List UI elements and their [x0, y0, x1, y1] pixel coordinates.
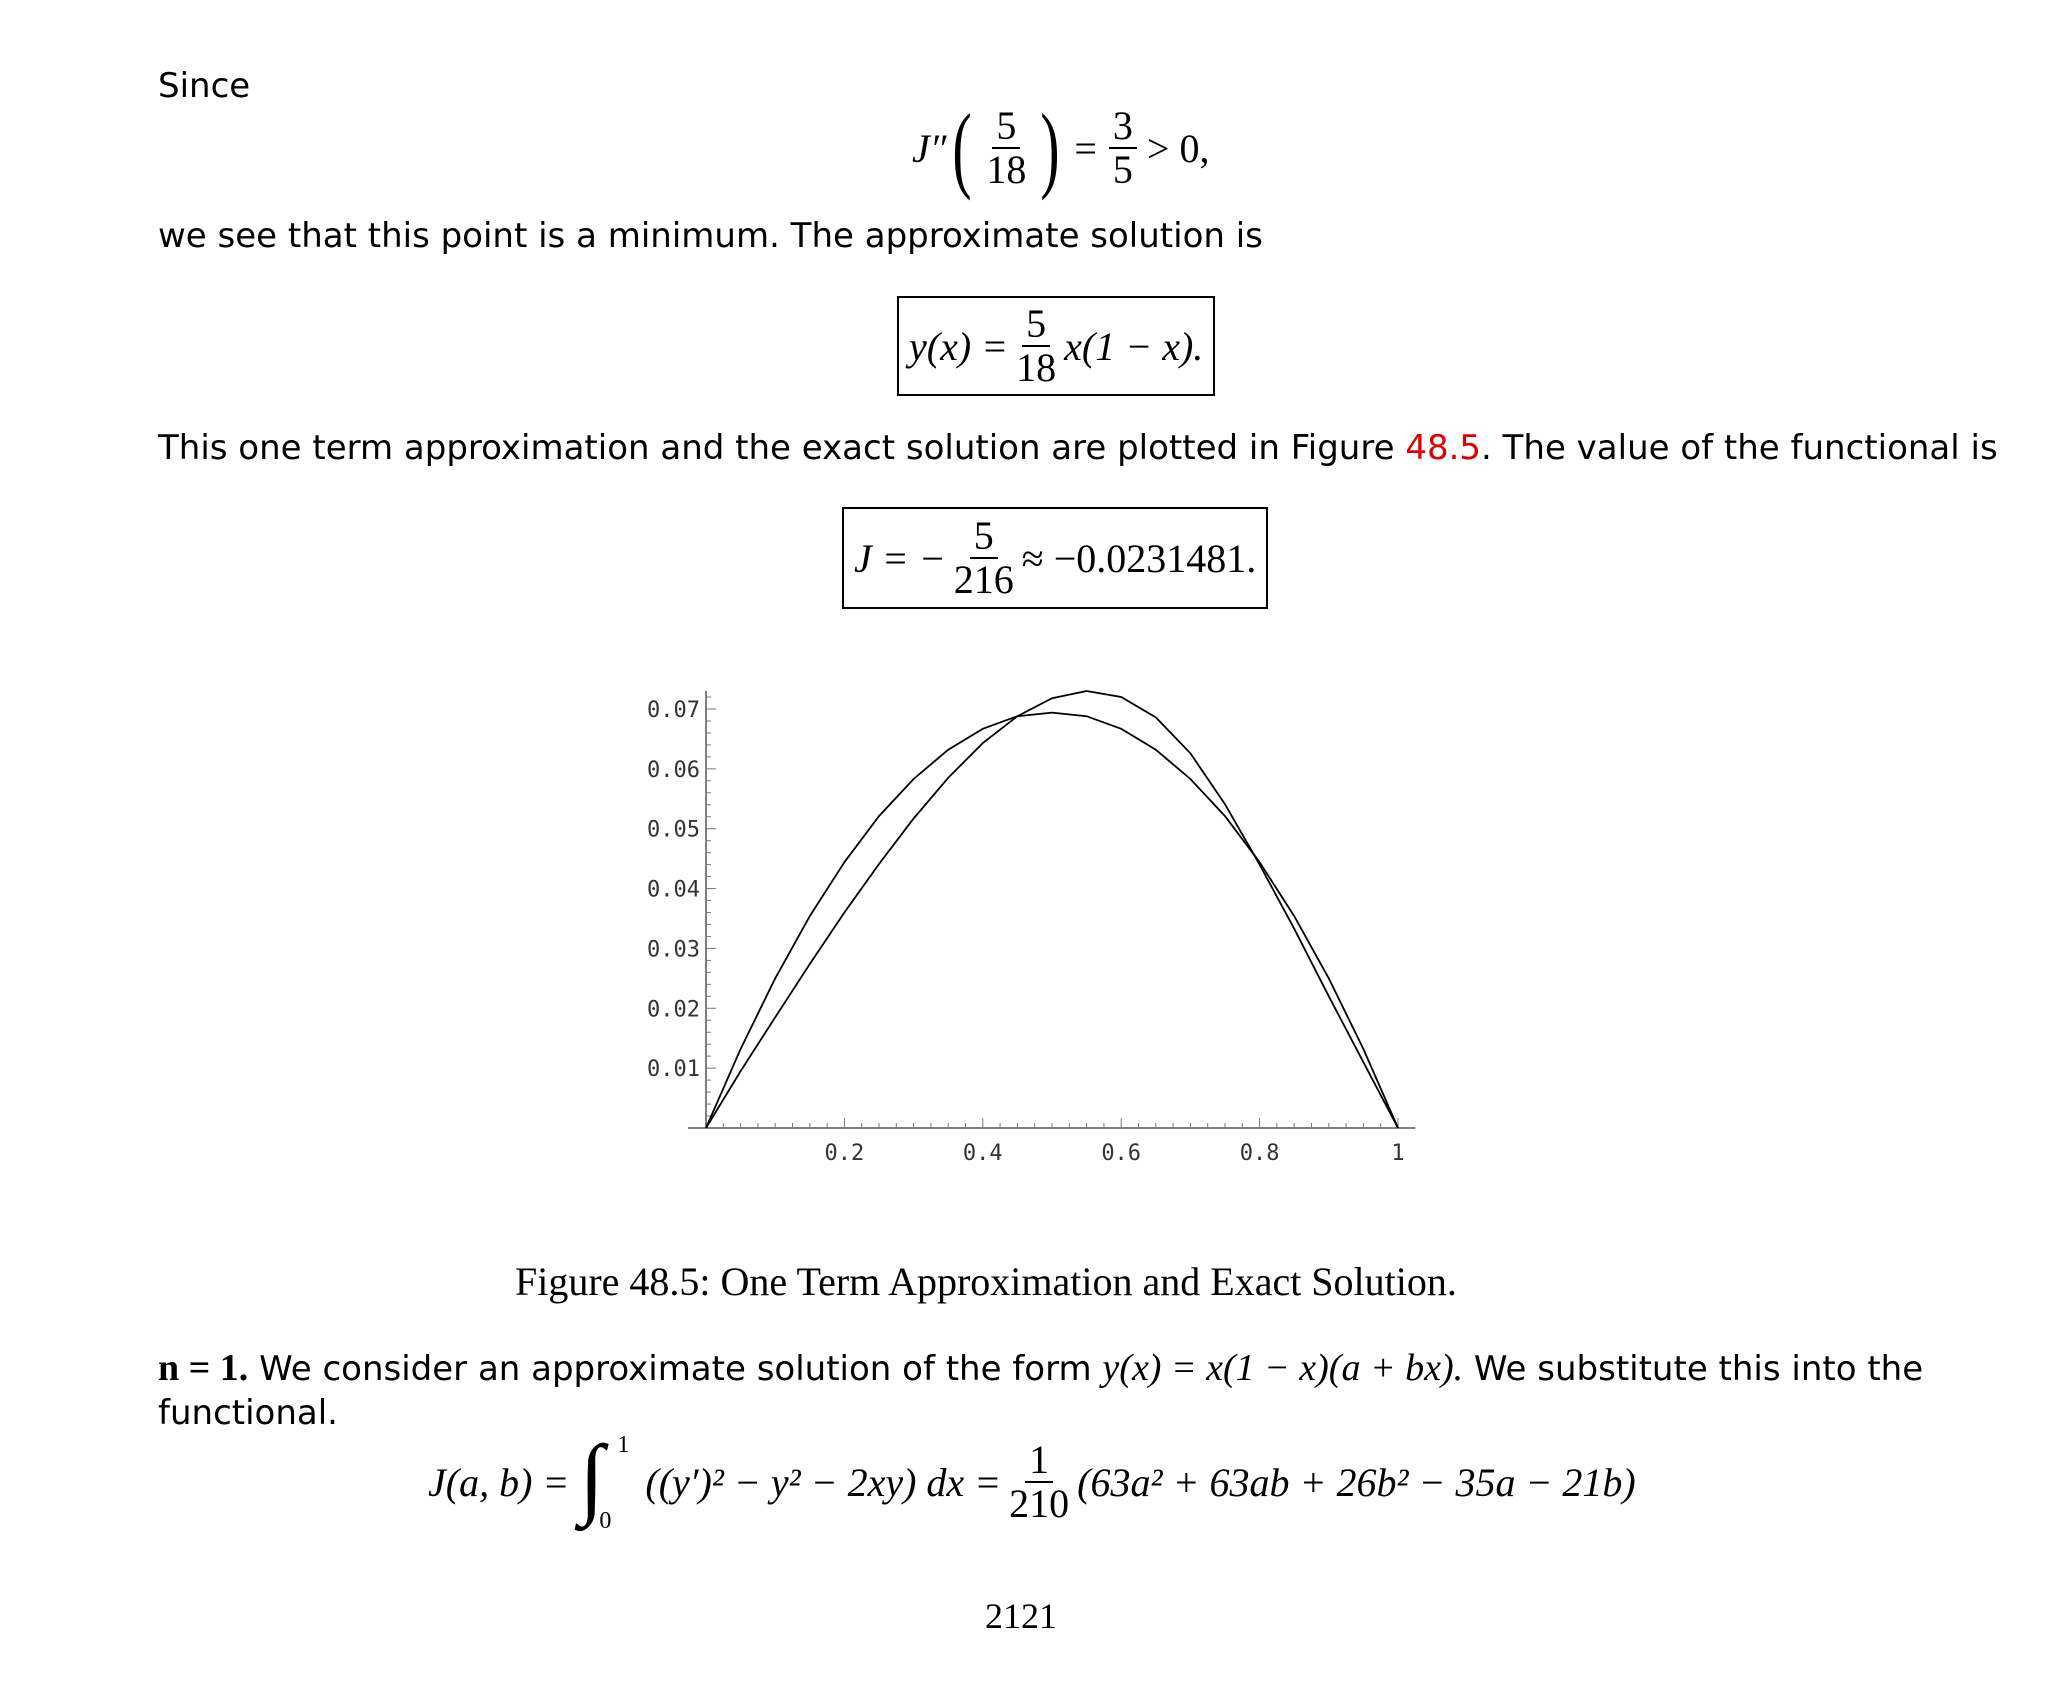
series-line-2	[706, 691, 1398, 1128]
series-line-1	[706, 713, 1398, 1128]
eq1-equals: =	[1074, 125, 1097, 171]
functional-integral-equation	[428, 1428, 1636, 1534]
left-paren: (	[952, 94, 972, 201]
eq3-lhs: J = −	[854, 535, 946, 581]
since-text: Since	[158, 66, 251, 106]
x-tick-label: 0.6	[1101, 1141, 1142, 1166]
eq4-fraction	[1005, 1439, 1073, 1525]
eq3-tail: ≈ −0.0231481.	[1021, 535, 1257, 581]
eq1-arg-den: 18	[986, 147, 1027, 192]
n1-label: n = 1.	[158, 1347, 249, 1389]
minimum-sentence: we see that this point is a minimum. The approximate solution is	[158, 216, 1263, 256]
x-tick-label: 0.8	[1239, 1141, 1280, 1166]
plotted-before: This one term approximation and the exact solution are plotted in Figure	[158, 428, 1406, 468]
n1-form: y(x) = x(1 − x)(a + bx).	[1102, 1347, 1464, 1389]
integral-lower: 0	[599, 1508, 612, 1534]
eq4-den: 210	[1009, 1481, 1070, 1526]
eq1-rhs-den: 5	[1112, 147, 1133, 192]
eq1-lhs: J″	[912, 125, 947, 171]
x-tick-label: 0.4	[962, 1141, 1003, 1166]
eq2-num: 5	[1022, 303, 1050, 347]
eq4-integrand: ((y′)² − y² − 2xy) dx =	[645, 1459, 1002, 1505]
eq3-den: 216	[953, 557, 1014, 602]
eq1-tail: > 0,	[1146, 125, 1210, 171]
eq1-arg-num: 5	[992, 105, 1020, 149]
y-tick-label: 0.07	[647, 698, 700, 723]
y-tick-label: 0.06	[647, 757, 700, 783]
plotted-after: . The value of the functional is	[1481, 428, 1998, 468]
y-tick-label: 0.02	[647, 997, 700, 1023]
x-tick-label: 1	[1391, 1141, 1405, 1166]
eq3-num: 5	[970, 515, 998, 559]
y-tick-label: 0.04	[647, 877, 700, 903]
eq2-lhs: y(x) =	[909, 323, 1009, 369]
figure-caption: Figure 48.5: One Term Approximation and Exact Solution.	[515, 1259, 1457, 1304]
integral-glyph: ∫	[579, 1428, 605, 1527]
y-tick-label: 0.03	[647, 937, 700, 963]
n1-paragraph	[158, 1346, 1923, 1392]
eq4-num: 1	[1025, 1439, 1053, 1483]
integral-upper: 1	[617, 1432, 630, 1458]
eq4-lhs: J(a, b) =	[428, 1459, 570, 1505]
functional-word: functional.	[158, 1393, 338, 1433]
eq1-rhs-num: 3	[1109, 105, 1137, 149]
n1-sentence: We consider an approximate solution of the form	[248, 1349, 1103, 1389]
n1-after: We substitute this into the	[1463, 1349, 1924, 1389]
integral-sign	[579, 1428, 635, 1534]
y-tick-label: 0.01	[647, 1057, 700, 1083]
eq4-poly: (63a² + 63ab + 26b² − 35a − 21b)	[1077, 1459, 1636, 1505]
figure-reference-link[interactable]: 48.5	[1405, 428, 1482, 468]
page-number: 2121	[985, 1596, 1057, 1636]
x-tick-label: 0.2	[824, 1141, 865, 1166]
right-paren: )	[1040, 94, 1060, 201]
eq2-tail: x(1 − x).	[1064, 323, 1204, 369]
y-tick-label: 0.05	[647, 817, 700, 843]
eq2-den: 18	[1016, 345, 1057, 390]
